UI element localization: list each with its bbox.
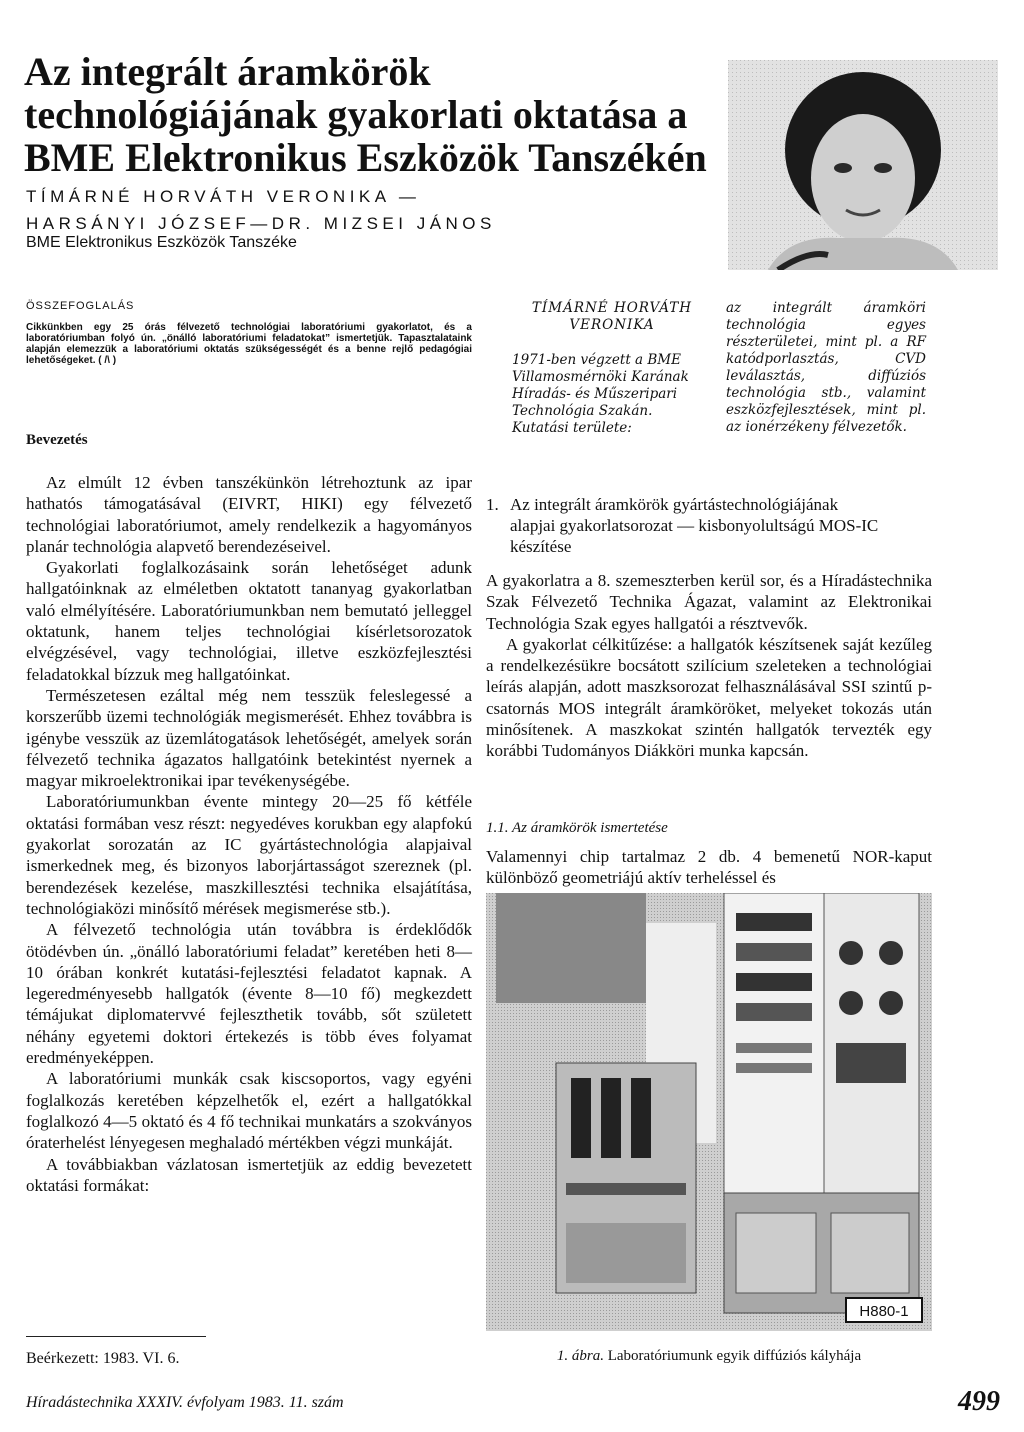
paragraph: Az elmúlt 12 évben tanszékünkön létrehoztunk az ipar hathatós támogatásával (EIVRT, HIKI) egy félvezető technológiai laboratóriumot, amely rendelkezik a hagyományos planár technológia alapvető berendezéseivel. [26, 473, 472, 556]
page-number: 499 [958, 1386, 1000, 1417]
paragraph: A továbbiakban vázlatosan ismertetjük az eddig bevezetett oktatási formákat: [26, 1154, 472, 1195]
subsection-text [486, 846, 932, 889]
section-1-heading [486, 494, 932, 557]
author-bio-2: az integrált áramköri technológia egyes részterületei, mint pl. a RF katódporlasztás, CVD leválasztás, diffúziós technológia stb., valamint eszközfejlesztések, mint pl. az ionérzékeny félvezetők. [726, 300, 926, 435]
right-column [486, 570, 932, 762]
diffusion-furnace-photo [486, 893, 932, 1331]
section-title-line1: Az integrált áramkörök gyártástechnológiájának [510, 495, 839, 514]
figure-caption [486, 1348, 932, 1365]
figure-caption-text: Laboratóriumunk egyik diffúziós kályhája [607, 1348, 862, 1364]
paragraph: Valamennyi chip tartalmaz 2 db. 4 bemenetű NOR-kaput különböző geometriájú aktív terheléssel és [486, 847, 932, 888]
author-bio-1 [512, 300, 712, 437]
received-date: Beérkezett: 1983. VI. 6. [26, 1350, 180, 1367]
paragraph: A gyakorlatra a 8. szemeszterben kerül sor, és a Híradástechnika Szak Félvezető Technika Ágazat, valamint az Elektronikai Technológia Szak egyes hallgatói a résztvevők. [486, 571, 932, 633]
bio-text-1: 1971-ben végzett a BME Villamosmérnöki Karának Híradás- és Műszeripari Technológia Szakán. Kutatási területe: [512, 352, 689, 436]
paragraph: Természetesen ezáltal még nem tesszük feleslegessé a korszerűbb üzemi technológiák megismerését. Ehhez továbbra is igénybe vesszük az üzemlátogatások lehetőségét, amelyek során félvezető technika ágazatos hallgatóink betekintést nyernek a magyar mikroelektronikai ipar tevékenységébe. [26, 685, 472, 791]
intro-heading: Bevezetés [26, 432, 88, 448]
paragraph: Laboratóriumunkban évente mintegy 20—25 fő kétféle oktatási formában vesz részt: negyedéves korukban egy alapfokú gyakorlat sorozatán az IC gyártástechnológia alapjaival ismerkednek meg, és bizonyos laborjártasságot szereznek (pl. berendezések kezelése, maszkillesztési technika elsajátítása, technológiaközi minősítő mérések megismerése stb.). [26, 792, 472, 918]
authors-line-1: TÍMÁRNÉ HORVÁTH VERONIKA — [26, 187, 421, 206]
paragraph: A félvezető technológia után továbbra is érdeklődők ötödévben ún. „önálló laboratóriumi feladat” keretében heti 8—10 órában konkrét kutatási-fejlesztési feladatot kapnak. A legeredményesebb hallgatók (évente 8—10 fő) megkezdett témájukat diplomatervvé fejleszthetik tovább, sőt született néhány egyetemi doktori értekezés is több éves folyamat eredményeképpen. [26, 920, 472, 1068]
authors-line-2: HARSÁNYI JÓZSEF—DR. MIZSEI JÁNOS [26, 214, 496, 233]
bio-author-name: TÍMÁRNÉ HORVÁTH VERONIKA [531, 300, 693, 333]
subsection-heading: 1.1. Az áramkörök ismertetése [486, 820, 668, 836]
section-title-rest: alapjai gyakorlatsorozat — kisbonyolultságú MOS-IC készítése [510, 516, 879, 556]
divider [26, 1336, 206, 1337]
article-title: Az integrált áramkörök technológiájának gyakorlati oktatása a BME Elektronikus Eszközök Tanszékén [24, 49, 707, 180]
affiliation: BME Elektronikus Eszközök Tanszéke [26, 234, 297, 251]
photo-label: H880-1 [859, 1303, 909, 1320]
figure-label: 1. ábra. [556, 1348, 604, 1364]
paragraph: Gyakorlati foglalkozásaink során lehetőséget adunk hallgatóinknak az elméletben oktatott tananyag gyakorlatban való elmélyítésére. Laboratóriumunkban nem bemutató jelleggel oktatunk, hanem teljes technológiai kísérletsorozatok elvégzésével, vagy technológiai, illetve eszközfejlesztési feladatokkal bízzuk meg hallgatóinkat. [26, 558, 472, 684]
summary-text: Cikkünkben egy 25 órás félvezető technológiai laboratóriumi gyakorlatot, és a laboratóriumban folyó ún. „önálló laboratóriumi feladatokat” ismertetjük. Tapasztalataink alapján elemezzük a laboratóriumi oktatás szükségességét és a benne rejlő pedagógiai lehetőségeket. ( /\ ) [26, 322, 472, 366]
author-portrait [728, 60, 998, 270]
section-number: 1. [486, 495, 499, 514]
journal-footer: Híradástechnika XXXIV. évfolyam 1983. 11. szám [26, 1394, 344, 1411]
paragraph: A laboratóriumi munkák csak kiscsoportos, vagy egyéni foglalkozás keretében képzelhetők el, ezért a hallgatókkal foglalkozó 4—5 oktató és 4 fő technikai munkatárs a szokványos óraterhelést lényegesen meghaladó mértékben végzi munkáját. [26, 1069, 472, 1153]
left-column [26, 472, 472, 1196]
summary-heading: ÖSSZEFOGLALÁS [26, 300, 135, 312]
paragraph: A gyakorlat célkitűzése: a hallgatók készítsenek saját kezűleg a rendelkezésükre bocsátott szilícium szeleteken a technológiai leírás alapján, adott maszksorozat felhasználásával SSI szintű p-csatornás MOS integrált áramköröket, melyeket tokozás után minősítenek. A maszkokat szintén hallgatók tervezték egy korábbi Tudományos Diákköri munka kapcsán. [486, 634, 932, 761]
authors [26, 183, 496, 237]
